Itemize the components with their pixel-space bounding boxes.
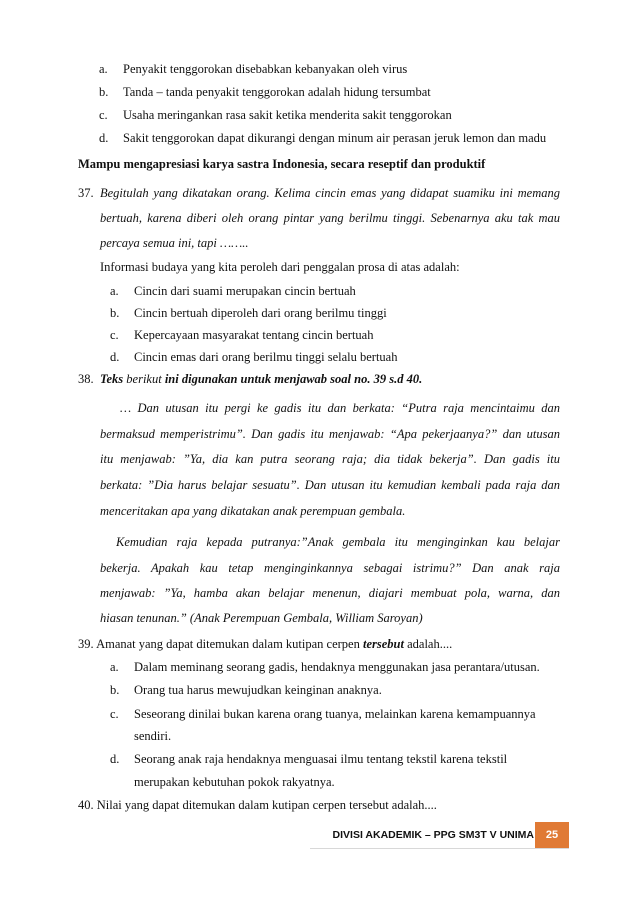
story-p1-line-1: … Dan utusan itu pergi ke gadis itu dan berkata: “Putra raja mencintaimu dan [120,401,560,415]
option-text: Orang tua harus mewujudkan keinginan anaknya. [134,683,382,697]
story-p1-line-5: menceritakan apa yang dikatakan anak perempuan gembala. [100,504,406,518]
story-p1-line-4: berkata: ”Dia harus belajar sesuatu”. Dan utusan itu kemudian kembali pada raja dan [100,478,560,492]
option-label: c. [110,328,119,342]
q38-instruction-part-3: ini digunakan untuk menjawab soal no. 39 s.d 40. [164,372,423,386]
option-39d [110,752,507,767]
option-39d-continued: merupakan kebutuhan pokok rakyatnya. [134,775,335,789]
story-p2-line-1: Kemudian raja kepada putranya:”Anak gembala itu menginginkan kau belajar [116,535,560,549]
option-39c-continued: sendiri. [134,729,172,743]
option-36a [99,62,407,77]
q39-suffix: adalah.... [403,637,453,651]
q40-text: Nilai yang dapat ditemukan dalam kutipan cerpen tersebut adalah.... [96,798,437,812]
story-p2-line-3: menjawab: ”Ya, hamba akan belajar menenun, diajari membuat pola, warna, dan [100,586,560,600]
section-heading: Mampu mengapresiasi karya sastra Indonesia, secara reseptif dan produktif [78,157,486,171]
option-39b [110,683,382,698]
q37-passage-line-2: bertuah, karena diberi oleh orang pintar yang berilmu tinggi. Sebenarnya aku tak mau [100,211,560,225]
q39-prefix: Amanat yang dapat ditemukan dalam kutipan cerpen [96,637,363,651]
option-text: Kepercayaan masyarakat tentang cincin bertuah [134,328,374,342]
option-text: Penyakit tenggorokan disebabkan kebanyakan oleh virus [123,62,408,76]
option-39a [110,660,540,675]
option-text: Sakit tenggorokan dapat dikurangi dengan minum air perasan jeruk lemon dan madu [123,131,547,145]
question-number-37: 37. [78,186,94,200]
q37-passage-line-3: percaya semua ini, tapi …….. [100,236,249,250]
option-36c [99,108,452,123]
option-text: Seseorang dinilai bukan karena orang tuanya, melainkan karena kemampuannya [134,707,536,721]
option-label: d. [110,350,120,364]
option-text: Usaha meringankan rasa sakit ketika menderita sakit tenggorokan [123,108,452,122]
option-text: Seorang anak raja hendaknya menguasai ilmu tentang tekstil karena tekstil [134,752,508,766]
option-label: d. [99,131,109,145]
option-label: a. [99,62,108,76]
option-label: a. [110,660,119,674]
question-number-38: 38. [78,372,94,386]
q37-question: Informasi budaya yang kita peroleh dari penggalan prosa di atas adalah: [100,260,460,274]
option-text: Cincin dari suami merupakan cincin bertuah [134,284,356,298]
option-36d [99,131,546,146]
question-number-39: 39. [78,637,94,651]
q38-instruction-part-2: berikut [123,372,165,386]
story-p1-line-2: bermaksud memperistrimu”. Dan gadis itu menjawab: “Apa pekerjaanya?” dan utusan [100,427,560,441]
option-label: b. [110,683,120,697]
option-text: Cincin emas dari orang berilmu tinggi selalu bertuah [134,350,398,364]
option-label: d. [110,752,120,766]
question-number-40: 40. [78,798,94,812]
question-40 [78,798,437,813]
footer-text: DIVISI AKADEMIK – PPG SM3T V UNIMA [332,829,534,841]
option-label: c. [110,707,119,721]
option-text: Tanda – tanda penyakit tenggorokan adalah hidung tersumbat [123,85,431,99]
q38-instruction-part-1: Teks [100,372,124,386]
q37-passage-line-1: Begitulah yang dikatakan orang. Kelima cincin emas yang didapat suamiku ini memang [100,186,560,200]
option-39c [110,707,536,722]
option-37b [110,306,387,321]
option-37c [110,328,373,343]
option-label: c. [99,108,108,122]
story-p2-line-2: bekerja. Apakah kau tetap menginginkannya sebagai istrimu?” Dan anak raja [100,561,560,575]
option-text: Cincin bertuah diperoleh dari orang berilmu tinggi [134,306,387,320]
option-label: b. [110,306,120,320]
option-36b [99,85,431,100]
q39-emphasis: tersebut [362,637,404,651]
story-p2-line-4: hiasan tenunan.” (Anak Perempuan Gembala, William Saroyan) [100,611,423,625]
footer-divider [310,848,569,849]
option-text: Dalam meminang seorang gadis, hendaknya menggunakan jasa perantara/utusan. [134,660,540,674]
page-number: 25 [535,822,569,848]
option-label: b. [99,85,109,99]
option-37d [110,350,397,365]
option-label: a. [110,284,119,298]
story-p1-line-3: itu menjawab: ”Ya, dia kan putra seorang raja; dia tidak bekerja”. Dan gadis itu [100,452,560,466]
question-39 [78,637,452,652]
option-37a [110,284,356,299]
q38-instruction [100,372,422,387]
